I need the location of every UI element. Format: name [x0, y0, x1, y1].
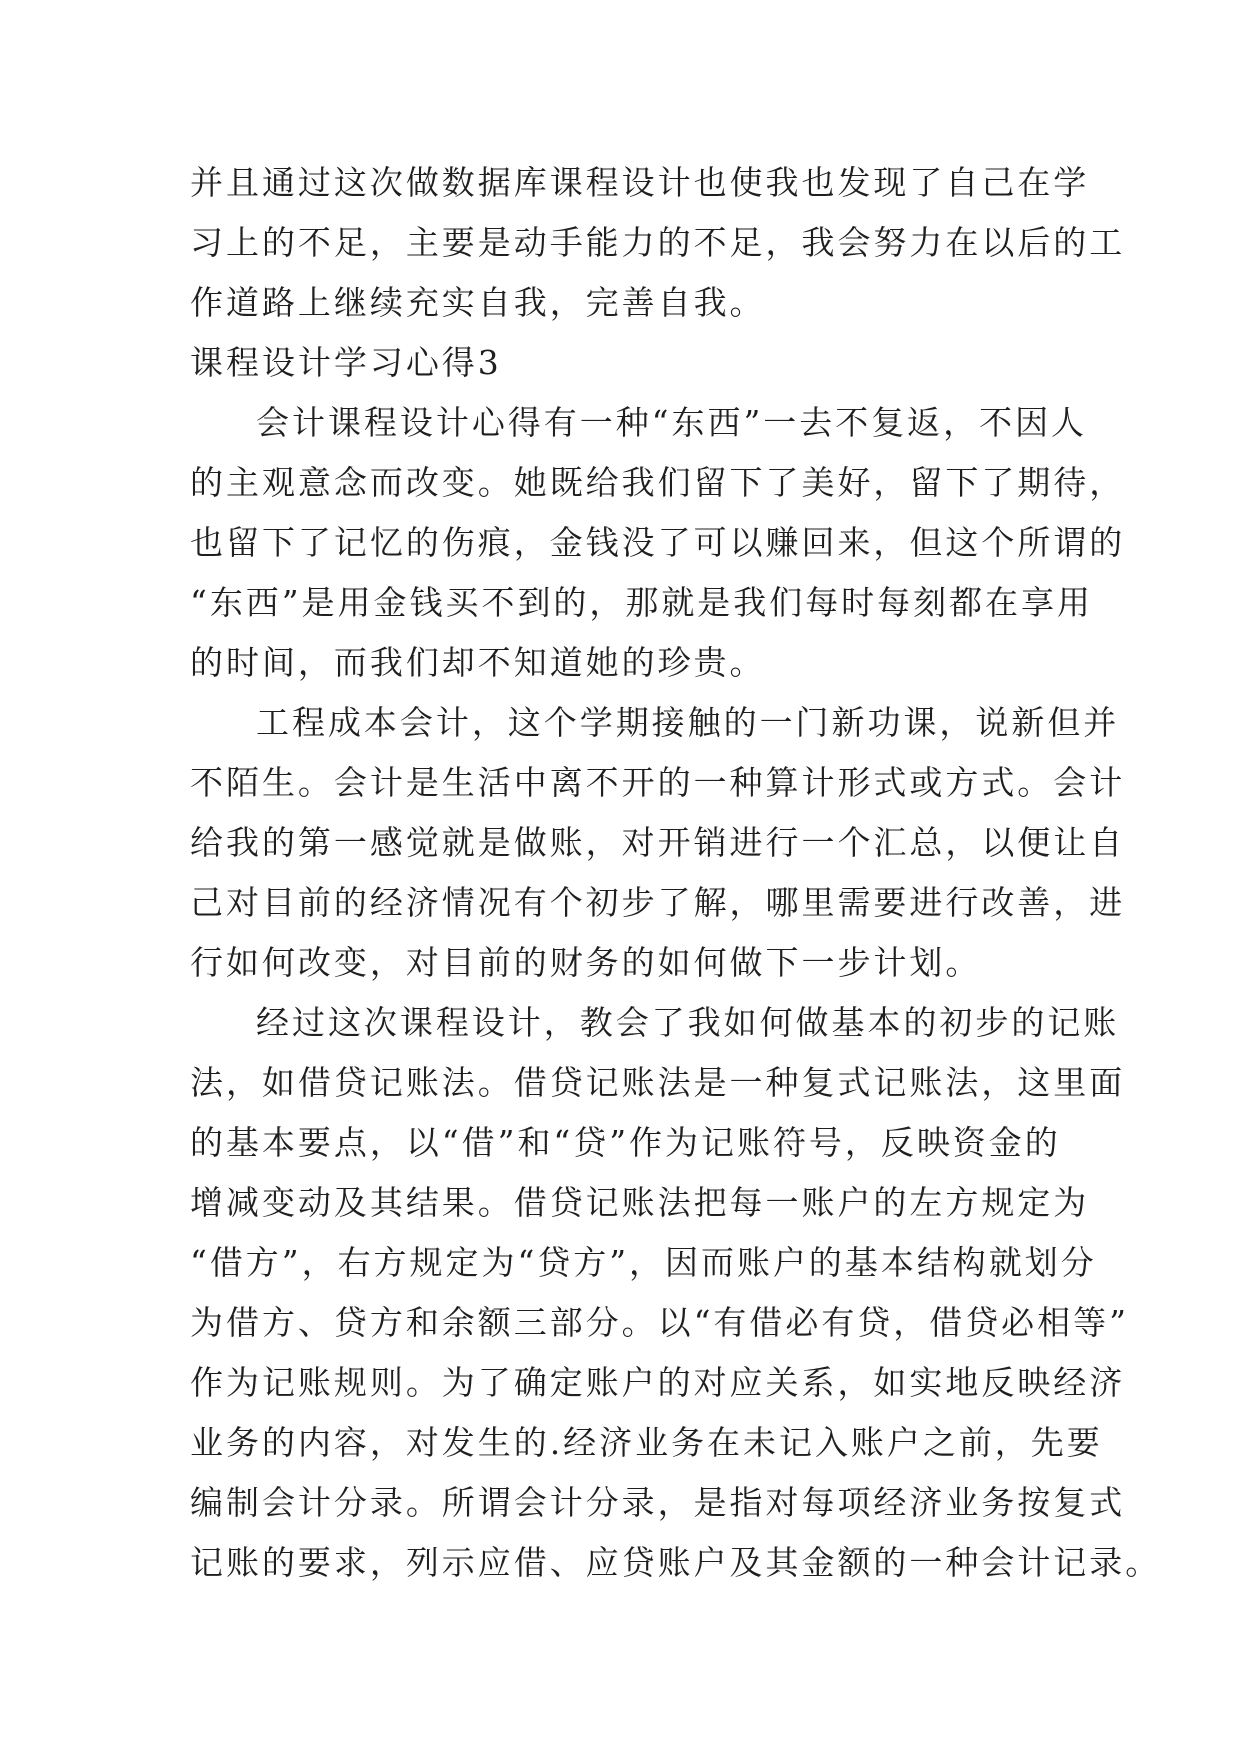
body-line: 业务的内容，对发生的.经济业务在未记入账户之前，先要: [190, 1423, 1103, 1462]
paragraph-first-line: 会计课程设计心得有一种“东西”一去不复返，不因人: [256, 403, 1088, 442]
paragraph-first-line: 工程成本会计，这个学期接触的一门新功课，说新但并: [256, 703, 1120, 742]
body-line: “借方”，右方规定为“贷方”，因而账户的基本结构就划分: [190, 1243, 1097, 1282]
body-line: 作为记账规则。为了确定账户的对应关系，如实地反映经济: [190, 1363, 1126, 1402]
body-line: 也留下了记忆的伤痕，金钱没了可以赚回来，但这个所谓的: [190, 523, 1126, 562]
paragraph-first-line: 经过这次课程设计，教会了我如何做基本的初步的记账: [256, 1003, 1120, 1042]
body-line: 行如何改变，对目前的财务的如何做下一步计划。: [190, 943, 982, 982]
body-line: 习上的不足，主要是动手能力的不足，我会努力在以后的工: [190, 223, 1126, 262]
body-line: 为借方、贷方和余额三部分。以“有借必有贷，借贷必相等”: [190, 1303, 1129, 1342]
body-line: 编制会计分录。所谓会计分录，是指对每项经济业务按复式: [190, 1483, 1126, 1522]
body-line: 并且通过这次做数据库课程设计也使我也发现了自己在学: [190, 163, 1090, 202]
body-line: 给我的第一感觉就是做账，对开销进行一个汇总，以便让自: [190, 823, 1126, 862]
body-line: 记账的要求，列示应借、应贷账户及其金额的一种会计记录。: [190, 1543, 1162, 1582]
body-line: 增减变动及其结果。借贷记账法把每一账户的左方规定为: [190, 1183, 1090, 1222]
body-line: 的主观意念而改变。她既给我们留下了美好，留下了期待，: [190, 463, 1126, 502]
body-line: “东西”是用金钱买不到的，那就是我们每时每刻都在享用: [190, 583, 1093, 622]
document-body: [190, 153, 1162, 1593]
body-line: 作道路上继续充实自我，完善自我。: [190, 283, 766, 322]
body-line: 的时间，而我们却不知道她的珍贵。: [190, 643, 766, 682]
body-line: 的基本要点，以“借”和“贷”作为记账符号，反映资金的: [190, 1123, 1061, 1162]
section-heading: 课程设计学习心得3: [190, 343, 502, 382]
body-line: 不陌生。会计是生活中离不开的一种算计形式或方式。会计: [190, 763, 1126, 802]
body-line: 己对目前的经济情况有个初步了解，哪里需要进行改善，进: [190, 883, 1126, 922]
body-line: 法，如借贷记账法。借贷记账法是一种复式记账法，这里面: [190, 1063, 1126, 1102]
